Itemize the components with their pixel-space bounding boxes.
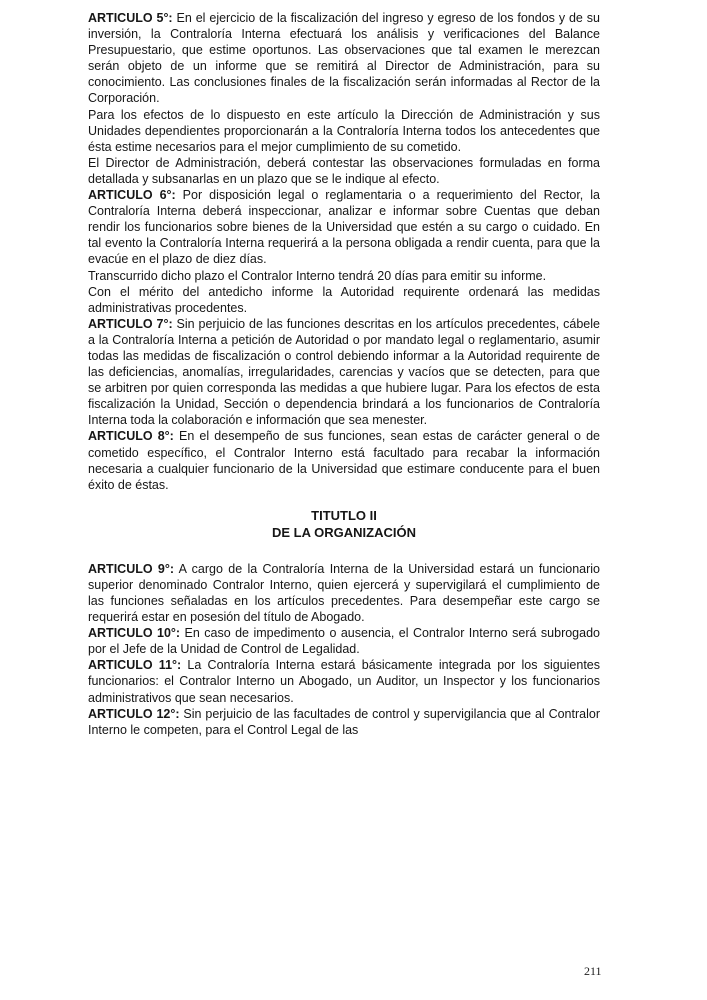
- article-label: ARTICULO 5°:: [88, 11, 173, 25]
- article-text: Sin perjuicio de las funciones descritas en los artículos precedentes, cábele a la Contraloría Interna a petición de Autoridad o por mandato legal o reglamentario, asumir todas las medidas de fiscalización o control debiendo informar a la Autoridad requirente de las deficiencias, anomalías, irregularidades, carencias y vacíos que se detecten, para que se arbitren por quien corresponda las medidas a que hubiere lugar. Para los efectos de esta fiscalización la Unidad, Sección o dependencia brindará a los funcionarios de Contraloría Interna toda la colaboración e información que sea menester.: [88, 316, 600, 428]
- article-11: [88, 657, 600, 705]
- article-label: ARTICULO 8°:: [88, 429, 174, 444]
- article-6: [88, 187, 600, 267]
- article-label: ARTICULO 6°:: [88, 188, 176, 203]
- article-text: La Contraloría Interna estará básicamente integrada por los siguientes funcionarios: el Contralor Interno un Abogado, un Auditor, un Inspector y los funcionarios administrativos que sean necesarios.: [88, 658, 600, 705]
- page-number: 211: [584, 964, 602, 978]
- paragraph: Para los efectos de lo dispuesto en este artículo la Dirección de Administración y sus Unidades dependientes proporcionarán a la Contraloría Interna todos los antecedentes que ésta estime necesarios para el mejor cumplimiento de su cometido.: [88, 107, 600, 154]
- article-8: [88, 428, 600, 492]
- article-label: ARTICULO 12°:: [88, 706, 180, 721]
- article-12: [88, 706, 600, 738]
- article-5: [88, 10, 600, 107]
- article-label: ARTICULO 11°:: [88, 658, 182, 673]
- article-text: Sin perjuicio de las facultades de control y supervigilancia que al Contralor Interno le competen, para el Control Legal de las: [88, 706, 600, 737]
- article-label: ARTICULO 7°:: [88, 316, 173, 331]
- document-body: [88, 10, 600, 738]
- article-9: [88, 561, 600, 625]
- article-text: En caso de impedimento o ausencia, el Contralor Interno será subrogado por el Jefe de la Unidad de Control de Legalidad.: [88, 626, 600, 657]
- article-text: En el ejercicio de la fiscalización del ingreso y egreso de los fondos y de su inversión, la Contraloría Interna efectuará los análisis y verificaciones del Balance Presupuestario, que estime oportunos. Las observaciones que tal examen le merezcan serán objeto de un informe que se remitirá al Director de Administración, para su conocimiento. Las conclusiones finales de la fiscalización serán informadas al Rector de la Corporación.: [88, 11, 600, 106]
- section-title-number: TITUTLO II: [311, 507, 377, 523]
- article-text: Por disposición legal o reglamentaria o a requerimiento del Rector, la Contraloría Interna deberá inspeccionar, analizar e informar sobre Cuentas que deban rendir los funcionarios sobre bienes de la Universidad que estén a su cargo o cuidado. En tal evento la Contraloría Interna requerirá a la persona obligada a rendir cuenta, para que la evacúe en el plazo de diez días.: [88, 188, 600, 267]
- paragraph: Transcurrido dicho plazo el Contralor Interno tendrá 20 días para emitir su informe.: [88, 268, 547, 283]
- article-10: [88, 625, 600, 657]
- article-text: A cargo de la Contraloría Interna de la Universidad estará un funcionario superior denominado Contralor Interno, quien ejercerá y supervigilará el cumplimiento de las funciones señaladas en los artículos precedentes. Para desempeñar este cargo se requerirá estar en posesión del título de Abogado.: [88, 561, 601, 625]
- paragraph: El Director de Administración, deberá contestar las observaciones formuladas en forma detallada y subsanarlas en un plazo que se le indique al efecto.: [88, 155, 600, 186]
- article-label: ARTICULO 9°:: [88, 561, 175, 576]
- paragraph: Con el mérito del antedicho informe la Autoridad requirente ordenará las medidas administrativas procedentes.: [88, 284, 600, 315]
- article-7: [88, 316, 600, 429]
- article-text: En el desempeño de sus funciones, sean estas de carácter general o de cometido específico, el Contralor Interno está facultado para recabar la información necesaria a cualquier funcionario de la Universidad que estimare conducente para el buen éxito de éstas.: [88, 429, 600, 492]
- section-title: DE LA ORGANIZACIÓN: [272, 524, 416, 540]
- article-label: ARTICULO 10°:: [88, 626, 181, 641]
